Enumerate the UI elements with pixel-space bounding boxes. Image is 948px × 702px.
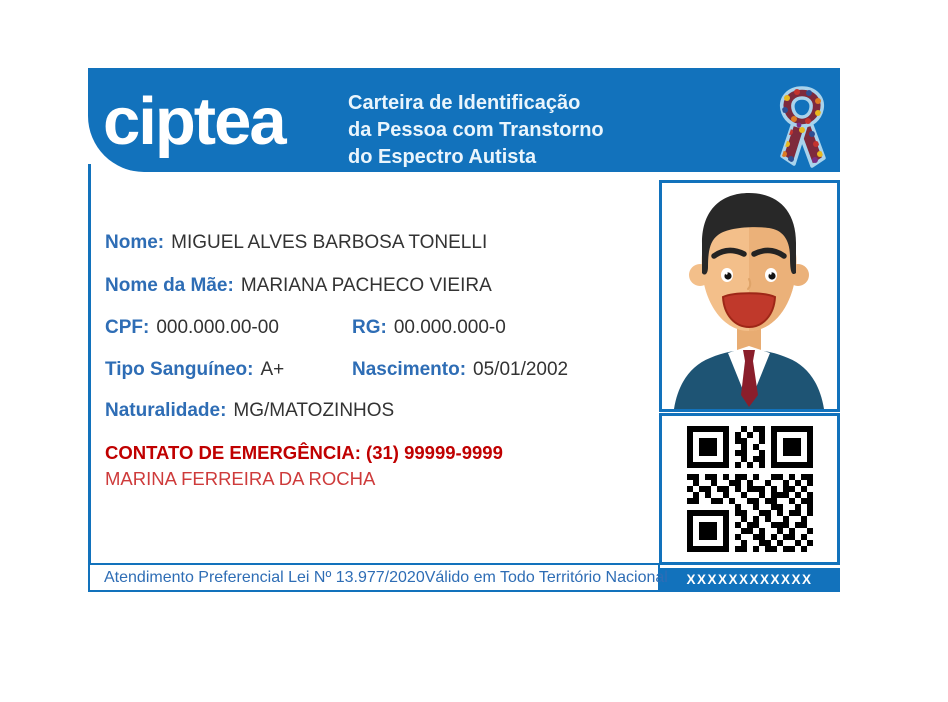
- field-naturalidade-value: MG/MATOZINHOS: [233, 400, 395, 421]
- field-naturalidade-label: Naturalidade:: [105, 400, 227, 421]
- field-nome-mae-label: Nome da Mãe:: [105, 275, 234, 296]
- field-naturalidade: [105, 400, 394, 422]
- ciptea-logo: ciptea: [103, 84, 285, 159]
- field-rg: [352, 317, 506, 339]
- field-nome-label: Nome:: [105, 232, 165, 253]
- field-nome-value: MIGUEL ALVES BARBOSA TONELLI: [171, 232, 488, 253]
- card-left-border: [88, 164, 91, 592]
- footer-validity-text: Válido em Todo Território Nacional: [424, 568, 668, 586]
- card-title-line2: da Pessoa com Transtorno: [348, 119, 604, 141]
- field-nascimento-label: Nascimento:: [352, 359, 467, 380]
- emergency-contact-line: CONTATO DE EMERGÊNCIA: (31) 99999-9999: [105, 442, 503, 463]
- card-title-line1: Carteira de Identificação: [348, 92, 581, 114]
- field-cpf-label: CPF:: [105, 317, 150, 338]
- field-nascimento: [352, 359, 568, 381]
- card-title-line3: do Espectro Autista: [348, 146, 537, 168]
- cartoon-avatar-photo: [662, 183, 837, 409]
- card-code-strip: XXXXXXXXXXXX: [659, 568, 840, 592]
- photo-frame: [659, 180, 840, 412]
- field-rg-label: RG:: [352, 317, 387, 338]
- field-nome-mae: [105, 275, 492, 297]
- card-footer: [88, 563, 668, 592]
- field-tipo-sanguineo-value: A+: [260, 359, 285, 380]
- field-cpf-value: 000.000.00-00: [156, 317, 279, 338]
- field-nome-mae-value: MARIANA PACHECO VIEIRA: [240, 275, 492, 296]
- field-tipo-sanguineo-label: Tipo Sanguíneo:: [105, 359, 254, 380]
- card-title: [348, 90, 604, 171]
- qr-code: [687, 426, 813, 552]
- field-nascimento-value: 05/01/2002: [473, 359, 569, 380]
- field-tipo-sanguineo: [105, 359, 284, 381]
- field-rg-value: 00.000.000-0: [393, 317, 506, 338]
- footer-law-text: Atendimento Preferencial Lei Nº 13.977/2020: [104, 568, 425, 586]
- ciptea-card: [88, 68, 840, 592]
- field-nome: [105, 232, 487, 254]
- field-cpf: [105, 317, 279, 339]
- card-header: [88, 68, 840, 172]
- emergency-contact-name: MARINA FERREIRA DA ROCHA: [105, 468, 376, 489]
- autism-puzzle-ribbon-icon: [771, 86, 833, 174]
- qr-frame: [659, 413, 840, 565]
